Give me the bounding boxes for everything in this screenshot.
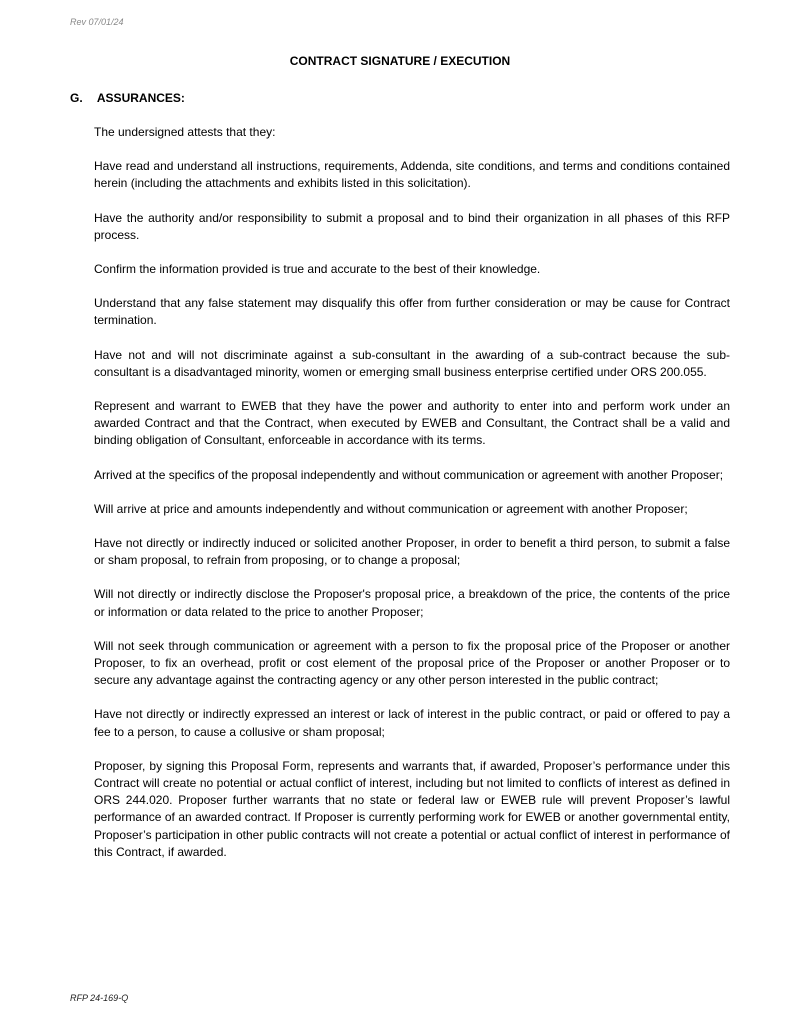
assurance-paragraph: Will arrive at price and amounts independently and without communication or agreement with another Proposer; [94,501,688,516]
page-title: CONTRACT SIGNATURE / EXECUTION [289,54,511,68]
assurance-paragraph: Proposer, by signing this Proposal Form, represents and warrants that, if awarded, Proposer’s performance under this Contract will create no potential or actual conflict of interest, including but not limited to conflicts of interest as defined in ORS 244.020. Proposer further warrants that no state or federal law or EWEB rule will prevent Proposer’s lawful performance of an awarded contract. If Proposer is currently performing work for EWEB or another governmental entity, Proposer’s participation in other public contracts will not create a potential or actual conflict of interest in performance of this Contract, if awarded. [94,758,730,859]
revision-date: Rev 07/01/24 [70,17,124,27]
assurance-paragraph: Confirm the information provided is true and accurate to the best of their knowledge. [94,262,541,277]
intro-paragraph: The undersigned attests that they: [94,125,276,139]
assurance-paragraph: Have not directly or indirectly expressed an interest or lack of interest in the public contract, or paid or offered to pay a fee to a person, to cause a collusive or sham proposal; [94,707,730,739]
section-title: ASSURANCES: [96,91,185,105]
assurance-paragraph: Have not and will not discriminate against a sub-consultant in the awarding of a sub-contract because the sub-consultant is a disadvantaged minority, women or emerging small business enterprise certified under ORS 200.055. [94,347,730,379]
assurance-paragraph: Represent and warrant to EWEB that they have the power and authority to enter into and perform work under an awarded Contract and that the Contract, when executed by EWEB and Consultant, the Contract shall be a valid and binding obligation of Consultant, enforceable in accordance with its terms. [94,399,730,448]
section-number: G. [70,91,83,105]
footer-reference: RFP 24-169-Q [70,993,129,1003]
assurances-body [94,124,730,878]
assurance-paragraph: Have the authority and/or responsibility to submit a proposal and to bind their organization in all phases of this RFP process. [94,210,730,242]
assurance-paragraph: Have not directly or indirectly induced or solicited another Proposer, in order to benefit a third person, to submit a false or sham proposal, to refrain from proposing, or to change a proposal; [94,536,730,568]
assurance-paragraph: Will not seek through communication or agreement with a person to fix the proposal price of the Proposer or another Proposer, to fix an overhead, profit or cost element of the proposal price of the Proposer or another Proposer or to secure any advantage against the contracting agency or any other person interested in the public contract; [94,638,730,688]
assurance-paragraph: Will not directly or indirectly disclose the Proposer's proposal price, a breakdown of the price, the contents of the price or information or data related to the price to another Proposer; [94,587,730,619]
assurance-paragraph: Have read and understand all instructions, requirements, Addenda, site conditions, and terms and conditions contained herein (including the attachments and exhibits listed in this solicitation). [94,159,730,191]
assurance-paragraph: Arrived at the specifics of the proposal independently and without communication or agreement with another Proposer; [94,467,724,482]
assurance-paragraph: Understand that any false statement may disqualify this offer from further consideration or may be cause for Contract termination. [94,296,730,328]
section-heading [70,91,185,105]
